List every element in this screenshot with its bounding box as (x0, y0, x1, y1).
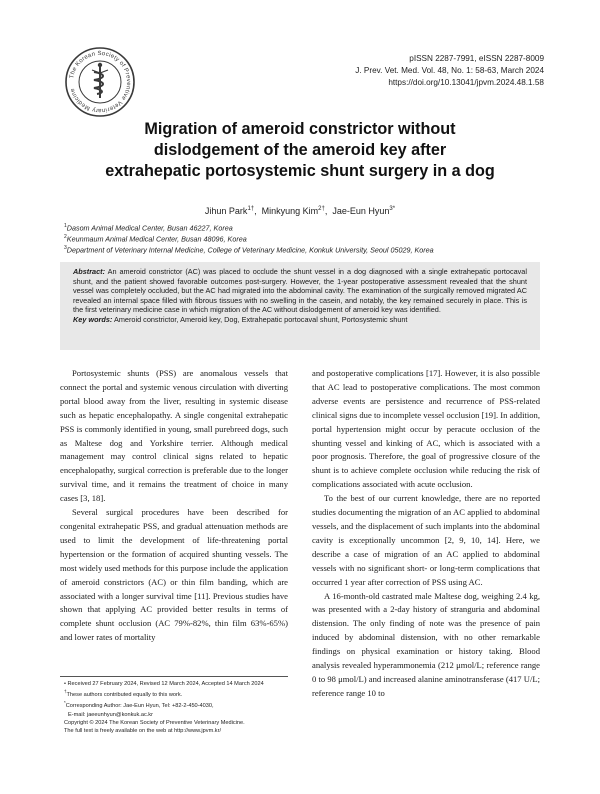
body-column-left (60, 367, 288, 645)
logo-ring-text: The Korean Society of Preventive Veterinary Medicine (69, 50, 132, 114)
affiliation: $^3$Department of Veterinary Internal Medicine, College of Veterinary Medicine, Konkuk University, Seoul 05029, Korea (64, 244, 434, 255)
footnotes (64, 680, 292, 736)
author: Jae-Eun Hyun$^{3*}$ (332, 206, 396, 216)
author: Jihun Park$^{1\dagger}$ (204, 206, 255, 216)
received-dates: • Received 27 February 2024, Revised 12 March 2024, Accepted 14 March 2024 (64, 681, 264, 687)
paragraph: To the best of our current knowledge, there are no reported studies documenting the migration of an AC applied to abdominal vessels, and the displacement of such implants into the abdominal cavity is exceptionally uncommon [2, 9, 10, 14]. Here, we describe a case of migration of an AC applied to abdominal vessels with no significant short- or long-term complications that occurred 1 year after correction of PSS using AC. (312, 493, 540, 587)
abstract-text: An ameroid constrictor (AC) was placed to occlude the shunt vessel in a dog diagnosed with a single extrahepatic portocaval shunt, and the patient showed favorable outcomes post-surgery. However, the 1-year postoperative assessment revealed that the shunt vessel was completely occluded, but the AC had migrated into the abdominal cavity. The examination of the surgically removed migrated AC revealed an internal space filled with fibrous tissues with no swelling in the casein, and notably, the key remained securely in place. This is the first veterinary medicine case in which migration of the AC without dislodgement of ameroid key was identified. (73, 267, 527, 315)
society-seal-icon (64, 46, 136, 118)
title-line: extrahepatic portosystemic shunt surgery in a dog (105, 162, 495, 180)
abstract (73, 267, 527, 315)
article-title (60, 119, 540, 182)
author: Minkyung Kim$^{2\dagger}$ (261, 206, 325, 216)
abstract-box (60, 262, 540, 350)
email-link[interactable]: E-mail: jaeeunhyun@konkuk.ac.kr (68, 711, 153, 718)
corresponding-author: *Corresponding Author: Jae-Eun Hyun, Tel: +82-2-450-4030, (64, 700, 214, 710)
footnote-divider (60, 676, 288, 677)
body-column-right (312, 367, 540, 701)
paragraph: Portosystemic shunts (PSS) are anomalous vessels that connect the portal and systemic venous circulation with diverting portal blood away from the liver, resulting in systemic disease such as hepatic encephalopathy. A single congenital extrahepatic PSS is commonly identified in young, small purebreed dogs, such as Maltese dog and Yorkshire terrier. Although medical management may control clinical signs related to hepatic encephalopathy, surgical correction is preferable due to the longer survival time, and it remains the treatment of choice in many cases [3, 18]. (60, 368, 288, 504)
paragraph: and postoperative complications [17]. However, it is also possible that AC lead to postoperative complications. The most common adverse events are persistence and recurrence of PSS-related clinical signs due to incomplete vessel occlusion [19]. In addition, portal hypertension might occur by peracute occlusion of the shunting vessel and kinking of AC, which is associated with a poor prognosis. Therefore, the goal of progressive closure of the shunt is to achieve complete occlusion while reducing the risk of complications associated with acute occlusion. (312, 368, 540, 490)
issn: pISSN 2287-7991, eISSN 2287-8009 (409, 54, 544, 63)
doi-link[interactable]: https://doi.org/10.13041/jpvm.2024.48.1.58 (388, 78, 544, 87)
paragraph: Several surgical procedures have been described for congenital extrahepatic PSS, and gradual attenuation methods are used to limit the development of life-threatening portal hypertension or the formation of acquired shunting vessels. The most widely used methods for this purpose include the application of ameroid constrictors (AC) or thin film banding, which are associated with a longer survival time [11]. Previous studies have shown that applying AC provided better results in terms of complete shunt occlusion (AC 79%-82%, thin film 63%-65%) and lower rates of mortality (60, 507, 288, 643)
keywords (73, 315, 527, 325)
author-list: Jihun Park$^{1\dagger}$, Minkyung Kim$^{2\dagger}$, Jae-Eun Hyun$^{3*}$ (204, 206, 396, 216)
journal-meta (355, 53, 544, 89)
paragraph: A 16-month-old castrated male Maltese dog, weighing 2.4 kg, was presented with a 2-day history of stranguria and abdominal distension. The only finding of note was the presence of pain induced by abdominal distension, with no other remarkable findings on physical examination or history taking. Blood analysis revealed hyperammonemia (212 μmol/L; reference range 0 to 98 μmol/L) and increased alanine aminotransferase (417 U/L; reference range 10 to (312, 590, 540, 698)
keywords-label: Key words: (73, 314, 113, 324)
access-note: The full text is freely available on the web at http://www.jpvm.kr/ (64, 728, 222, 735)
keywords-text: Ameroid constrictor, Ameroid key, Dog, Extrahepatic portocaval shunt, Portosystemic shunt (113, 314, 408, 324)
affiliation: $^2$Keunmaum Animal Medical Center, Busan 48096, Korea (64, 233, 247, 244)
abstract-label: Abstract: (73, 267, 106, 276)
equal-contribution: †These authors contributed equally to this work. (64, 689, 183, 699)
title-line: Migration of ameroid constrictor without (144, 120, 456, 138)
society-logo (64, 46, 136, 118)
title-line: dislodgement of the ameroid key after (153, 141, 447, 159)
copyright: Copyright © 2024 The Korean Society of Preventive Veterinary Medicine. (64, 719, 245, 726)
affiliation: $^1$Dasom Animal Medical Center, Busan 46227, Korea (64, 223, 233, 233)
citation: J. Prev. Vet. Med. Vol. 48, No. 1: 58-63, March 2024 (355, 66, 544, 75)
affiliations (64, 222, 434, 255)
